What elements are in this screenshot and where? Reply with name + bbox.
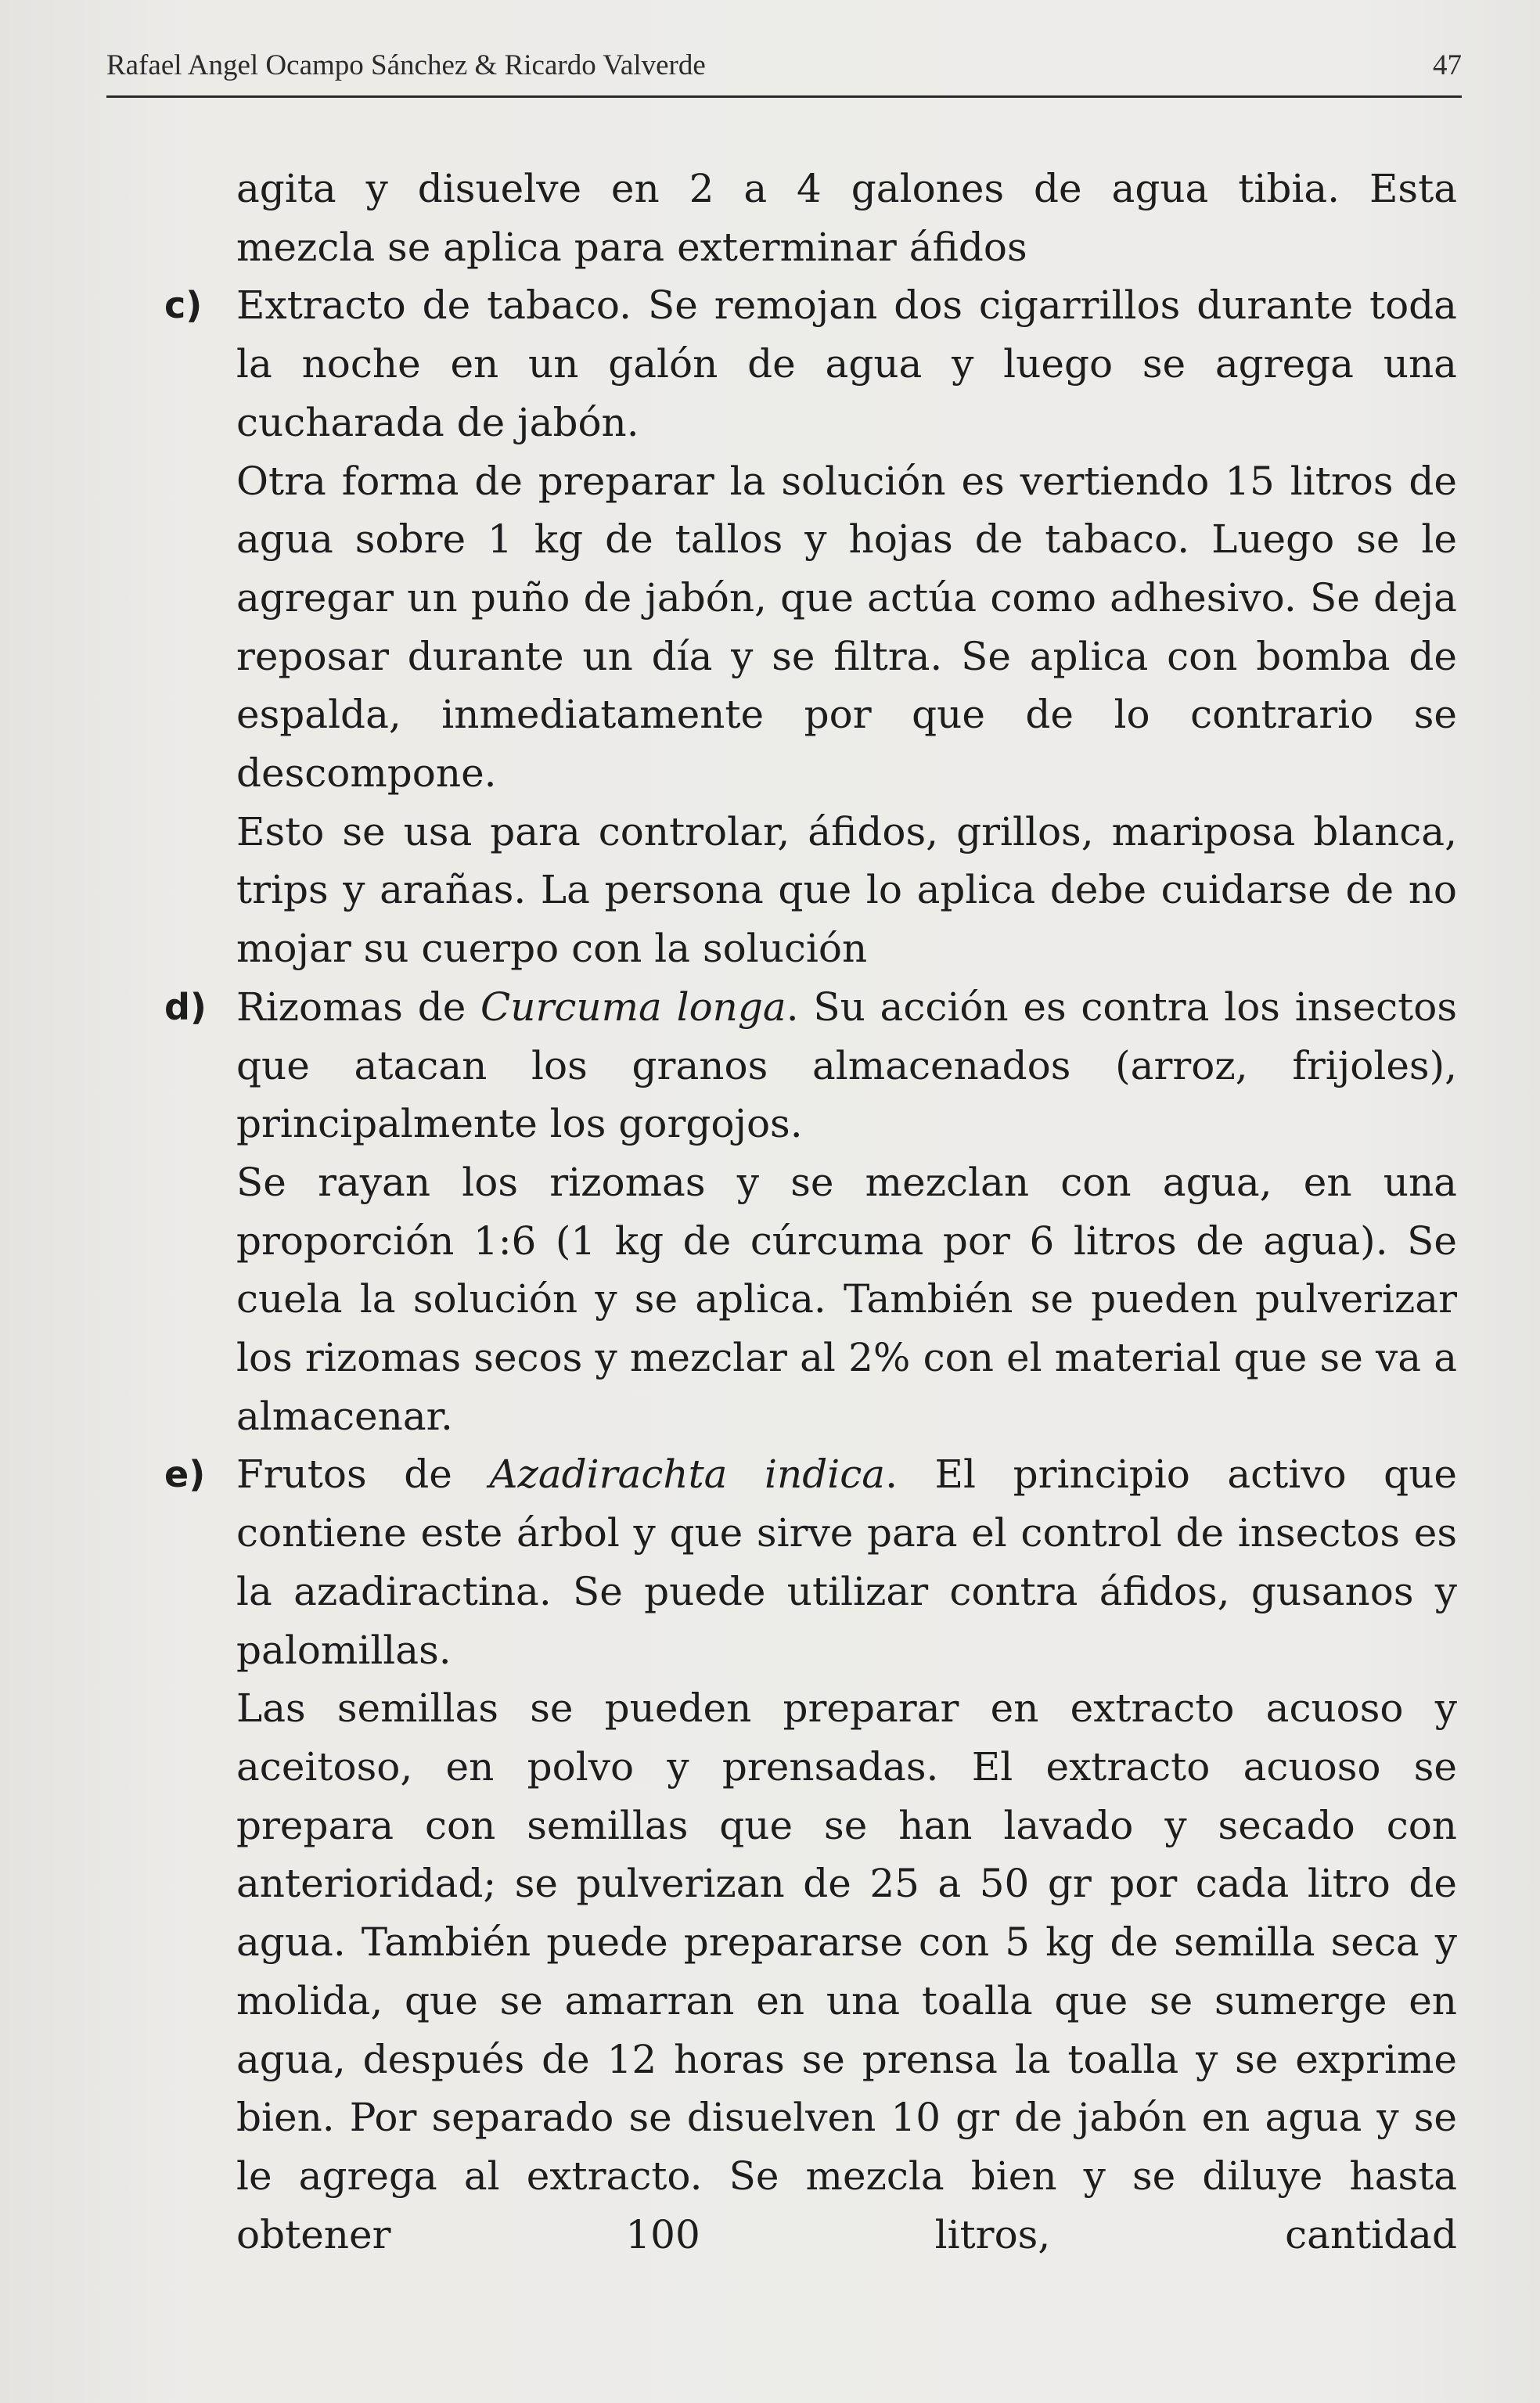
item-text [236, 1445, 1457, 1679]
intro-line: agita y disuelve en 2 a 4 galones de agua tibia. Esta [236, 166, 1457, 211]
page-header [106, 49, 1462, 98]
running-head: Rafael Angel Ocampo Sánchez & Ricardo Valverde [106, 49, 706, 81]
item-paragraph: Otra forma de preparar la solución es vertiendo 15 litros de agua sobre 1 kg de tallos y hojas de tabaco. Luego se le agregar un puño de jabón, que actúa como adhesivo. Se deja reposar durante un día y se filtra. Se aplica con bomba de espalda, inmediatamente por que de lo contrario se descompone. [236, 458, 1457, 797]
item-label: e) [164, 1453, 206, 1496]
item-lead: Frutos de [236, 1452, 490, 1498]
item-lead: Rizomas de [236, 984, 481, 1030]
item-text: Extracto de tabaco. Se remojan dos cigarrillos durante toda la noche en un galón de agua y luego se agrega una cucharada de jabón. [236, 282, 1457, 445]
page-body [164, 160, 1457, 2264]
item-paragraph: Esto se usa para controlar, áfidos, grillos, mariposa blanca, trips y arañas. La persona que lo aplica debe cuidarse de no mojar su cuerpo con la solución [236, 808, 1457, 972]
list-item-c [164, 276, 1457, 977]
page-number: 47 [1433, 49, 1462, 81]
item-paragraph: Se rayan los rizomas y se mezclan con agua, en una proporción 1:6 (1 kg de cúrcuma por 6 litros de agua). Se cuela la solución y se aplica. También se pueden pulverizar los rizomas secos y mezclar al 2% con el material que se va a almacenar. [236, 1159, 1457, 1439]
intro-line: mezcla se aplica para exterminar áfidos [236, 224, 1027, 270]
item-label: c) [164, 284, 203, 327]
species-name: Azadirachta indica [489, 1452, 886, 1498]
item-label: d) [164, 985, 207, 1028]
item-text [236, 978, 1457, 1153]
list-item-e [164, 1445, 1457, 2264]
item-description: . Su acción es contra los insectos que atacan los granos almacenados (arroz, frijoles), principalmente los gorgojos. [236, 984, 1457, 1147]
item-paragraph: Las semillas se pueden preparar en extracto acuoso y aceitoso, en polvo y prensadas. El extracto acuoso se prepara con semillas que se han lavado y secado con anterioridad; se pulverizan de 25 a 50 gr por cada litro de agua. También puede prepararse con 5 kg de semilla seca y molida, que se amarran en una toalla que se sumerge en agua, después de 12 horas se prensa la toalla y se exprime bien. Por separado se disuelven 10 gr de jabón en agua y se le agrega al extracto. Se mezcla bien y se diluye hasta obtener 100 litros, cantidad [236, 1685, 1457, 2257]
species-name: Curcuma longa [480, 984, 786, 1030]
item-description: . El principio activo que contiene este árbol y que sirve para el control de insectos es la azadiractina. Se puede utilizar contra áfidos, gusanos y palomillas. [236, 1452, 1457, 1673]
list-item-d [164, 978, 1457, 1446]
